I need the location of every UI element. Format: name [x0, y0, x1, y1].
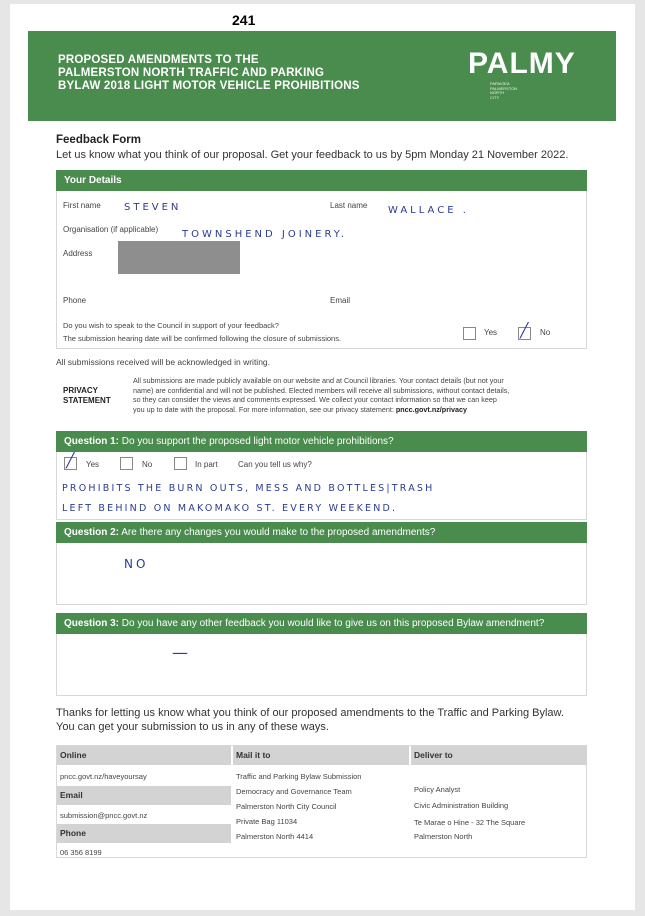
privacy-statement [133, 376, 583, 414]
logo-sub-line: CITY [490, 94, 500, 100]
tick-mark-icon: ╱ [520, 323, 529, 339]
deliver-heading: Deliver to [411, 746, 587, 765]
privacy-text-line: All submissions are made publicly available on our website and at Council libraries. Your contact details (but not your [133, 376, 504, 385]
feedback-form-subtitle: Let us know what you think of our proposal. Get your feedback to us by 5pm Monday 21 November 2022. [56, 149, 569, 161]
address-field-redacted[interactable] [118, 241, 240, 274]
mail-heading: Mail it to [233, 746, 409, 765]
privacy-text-prefix: you up to date with the proposal. For more information, see our privacy statement: [133, 404, 396, 414]
organisation-field[interactable]: TOWNSHEND JOINERY. [182, 229, 348, 240]
privacy-heading-line: PRIVACY [63, 386, 98, 395]
organisation-label: Organisation (if applicable) [63, 225, 159, 234]
banner-title [58, 54, 448, 93]
speak-no-label: No [540, 328, 551, 337]
question1-header [56, 431, 587, 452]
online-heading: Online [57, 746, 231, 765]
speak-question: Do you wish to speak to the Council in support of your feedback? [63, 321, 279, 330]
thanks-text [56, 706, 591, 734]
palmy-logo [468, 48, 598, 108]
logo-sub-line: PAPAIOEA [490, 81, 510, 86]
mail-line: Democracy and Governance Team [236, 787, 352, 796]
question3-label: Question 3: [64, 618, 120, 629]
question3-header [56, 613, 587, 634]
thanks-line: You can get your submission to us in any of these ways. [56, 721, 329, 733]
mail-line: Traffic and Parking Bylaw Submission [236, 772, 362, 781]
question3-box [56, 634, 587, 696]
address-label: Address [63, 249, 93, 258]
mail-line: Private Bag 11034 [236, 817, 298, 826]
deliver-line: Te Marae o Hine - 32 The Square [414, 818, 526, 827]
speak-yes-checkbox[interactable] [463, 327, 476, 340]
privacy-link[interactable]: pncc.govt.nz/privacy [395, 404, 467, 414]
email-heading: Email [57, 786, 231, 805]
mail-line: Palmerston North City Council [236, 802, 337, 811]
last-name-label: Last name [330, 201, 368, 210]
logo-word: PALMY [468, 47, 576, 80]
question1-label: Question 1: [64, 436, 120, 447]
question3-text: Do you have any other feedback you would like to give us on this proposed Bylaw amendment? [121, 618, 545, 629]
email-link[interactable]: submission@pncc.govt.nz [60, 811, 148, 820]
question2-header [56, 522, 587, 543]
q1-yes-label: Yes [86, 460, 100, 469]
q1-yes-checkbox[interactable] [64, 453, 77, 470]
privacy-text-line: name) are confidential and will not be published. Elected members will receive all submissions, without contact details, [133, 385, 510, 395]
speak-no-checkbox[interactable] [518, 323, 531, 340]
deliver-line: Palmerston North [414, 832, 473, 841]
first-name-label: First name [63, 201, 101, 210]
phone-label: Phone [63, 296, 87, 305]
deliver-line: Civic Administration Building [414, 801, 509, 810]
question2-label: Question 2: [64, 527, 120, 538]
tick-mark-icon: ╱ [66, 453, 75, 469]
phone-number: 06 356 8199 [60, 848, 102, 857]
q1-no-label: No [142, 460, 153, 469]
contact-table [56, 745, 587, 858]
phone-heading: Phone [57, 824, 231, 843]
your-details-title: Your Details [64, 175, 122, 186]
header-banner [28, 31, 616, 121]
privacy-heading-line: STATEMENT [63, 396, 111, 405]
q1-in-part-checkbox[interactable] [174, 457, 187, 470]
deliver-line: Policy Analyst [414, 785, 461, 794]
online-link[interactable]: pncc.govt.nz/haveyoursay [60, 772, 147, 781]
q1-answer-line[interactable]: LEFT BEHIND ON MAKOMAKO ST. EVERY WEEKEND. [62, 503, 398, 514]
page-number: 241 [232, 12, 256, 28]
your-details-header [56, 170, 587, 191]
banner-title-line: BYLAW 2018 LIGHT MOTOR VEHICLE PROHIBITIONS [58, 80, 360, 92]
q1-in-part-label: In part [195, 460, 218, 469]
banner-title-line: PROPOSED AMENDMENTS TO THE [58, 54, 259, 66]
question2-box [56, 543, 587, 605]
privacy-text-line: so they can consider the views and comments expressed. We collect your contact information so that we can keep [133, 395, 497, 405]
email-label: Email [330, 296, 351, 305]
q3-answer[interactable]: — [172, 643, 191, 662]
first-name-field[interactable]: STEVEN [124, 202, 182, 213]
q1-no-checkbox[interactable] [120, 457, 133, 470]
question1-text: Do you support the proposed light motor vehicle prohibitions? [121, 436, 394, 447]
logo-sub-line: NORTH [490, 90, 505, 95]
banner-title-line: PALMERSTON NORTH TRAFFIC AND PARKING [58, 67, 325, 79]
last-name-field[interactable]: WALLACE . [388, 205, 469, 216]
privacy-heading [63, 386, 111, 406]
feedback-form-title: Feedback Form [56, 134, 141, 146]
q1-answer-line[interactable]: PROHIBITS THE BURN OUTS, MESS AND BOTTLES|TRASH [62, 483, 435, 494]
thanks-line: Thanks for letting us know what you think of our proposed amendments to the Traffic and Parking Bylaw. [56, 707, 564, 719]
logo-subtext [490, 82, 598, 100]
question2-text: Are there any changes you would make to the proposed amendments? [121, 527, 436, 538]
privacy-text-line [133, 405, 583, 415]
speak-note: The submission hearing date will be confirmed following the closure of submissions. [63, 334, 342, 343]
acknowledged-text: All submissions received will be acknowledged in writing. [56, 357, 271, 367]
mail-line: Palmerston North 4414 [236, 832, 314, 841]
logo-sub-line: PALMERSTON [490, 85, 518, 91]
q1-why-label: Can you tell us why? [238, 460, 312, 469]
speak-yes-label: Yes [484, 328, 498, 337]
q2-answer[interactable]: NO [124, 557, 149, 571]
